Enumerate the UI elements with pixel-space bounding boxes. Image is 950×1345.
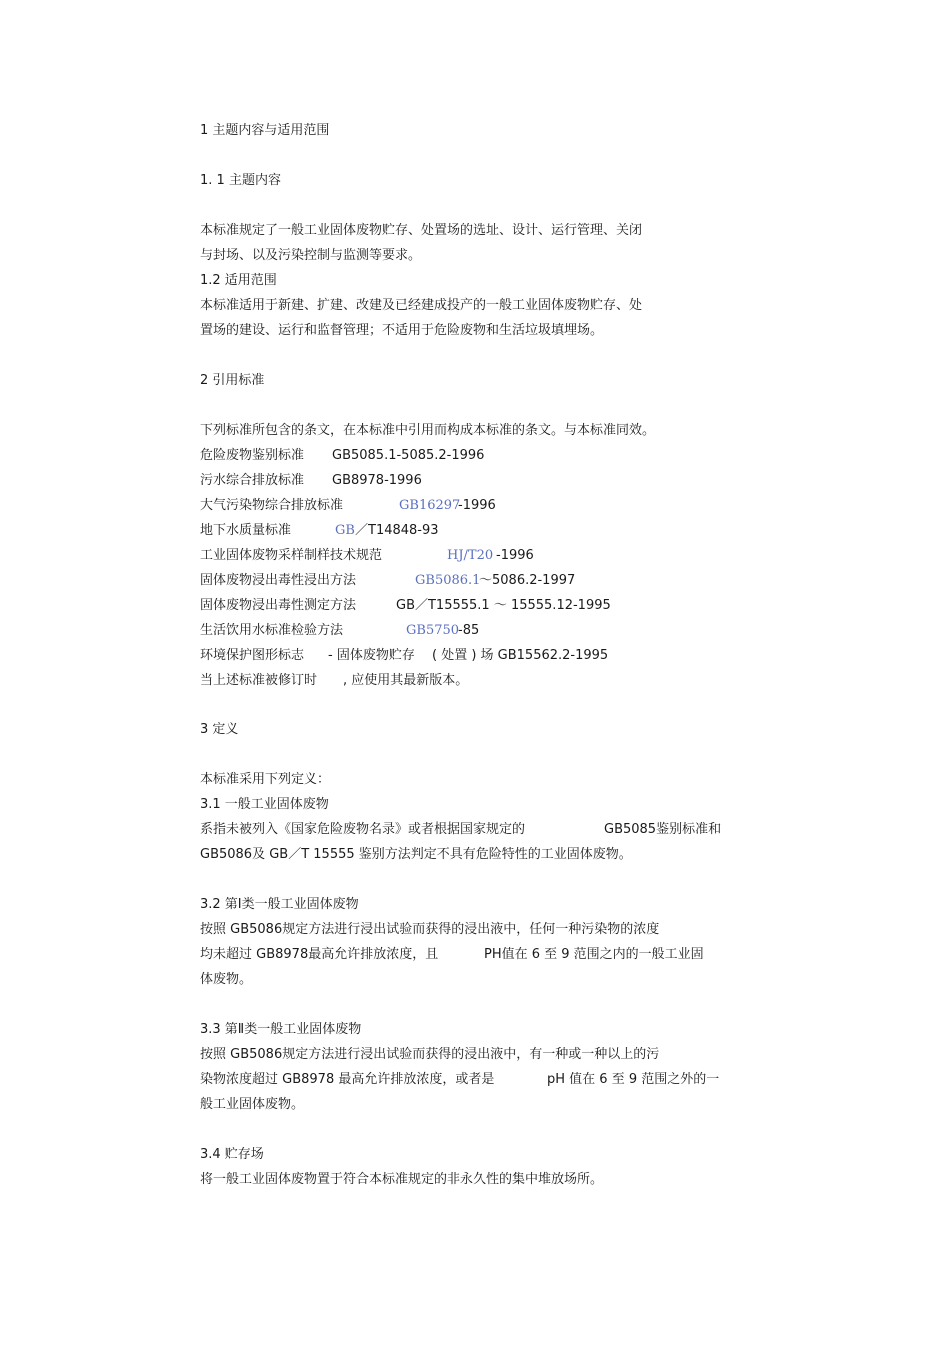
reference-code: ( 处置 ) 场 GB15562.2-1995 — [432, 648, 609, 663]
reference-name: 大气污染物综合排放标准 — [200, 498, 344, 513]
revision-note-part: 当上述标准被修订时 — [200, 673, 318, 688]
reference-name: 固体废物浸出毒性测定方法 — [200, 598, 357, 613]
definition-text: 均未超过 GB8978最高允许排放浓度，且 — [200, 947, 439, 962]
section-2-intro: 下列标准所包含的条文，在本标准中引用而构成本标准的条文。与本标准同效。 — [200, 423, 656, 438]
section-1-heading: 1 主题内容与适用范围 — [200, 123, 330, 138]
reference-name: 工业固体废物采样制样技术规范 — [200, 548, 383, 563]
definition-3-1-line: GB5086及 GB／T 15555 鉴别方法判定不具有危险特性的工业固体废物。 — [200, 847, 632, 862]
revision-note-part: , 应使用其最新版本。 — [343, 673, 469, 688]
reference-part: - 固体废物贮存 — [328, 648, 415, 663]
definition-3-1-heading: 3.1 一般工业固体废物 — [200, 797, 329, 812]
reference-code: ～5086.2-1997 — [479, 573, 576, 588]
definition-3-2-line: 按照 GB5086规定方法进行浸出试验而获得的浸出液中，任何一种污染物的浓度 — [200, 922, 660, 937]
reference-code: GB8978-1996 — [332, 473, 422, 488]
reference-name: 危险废物鉴别标准 — [200, 448, 305, 463]
reference-code-stamp: GB5086.1 — [415, 573, 481, 588]
reference-code: ／T14848-93 — [355, 523, 439, 538]
definition-3-4-heading: 3.4 贮存场 — [200, 1147, 264, 1162]
reference-code: -1996 — [496, 548, 534, 563]
definition-text: GB5085鉴别标准和 — [604, 822, 722, 837]
definition-3-3-line: 般工业固体废物。 — [200, 1097, 305, 1112]
definition-text: pH 值在 6 至 9 范围之外的一 — [547, 1072, 720, 1087]
reference-code-stamp: GB5750 — [406, 623, 460, 638]
section-1-1-body-line: 与封场、以及污染控制与监测等要求。 — [200, 248, 422, 263]
definition-3-3-line: 按照 GB5086规定方法进行浸出试验而获得的浸出液中，有一种或一种以上的污 — [200, 1047, 660, 1062]
section-3-heading: 3 定义 — [200, 722, 239, 737]
section-1-2-heading: 1.2 适用范围 — [200, 273, 277, 288]
section-1-1-heading: 1. 1 主题内容 — [200, 173, 281, 188]
reference-code: -85 — [458, 623, 480, 638]
reference-code-stamp: GB — [335, 523, 355, 538]
definition-3-2-line: 体废物。 — [200, 972, 253, 987]
reference-name: 环境保护图形标志 — [200, 648, 305, 663]
reference-name: 生活饮用水标准检验方法 — [200, 623, 344, 638]
definition-text: 染物浓度超过 GB8978 最高允许排放浓度，或者是 — [200, 1072, 495, 1087]
section-2-heading: 2 引用标准 — [200, 373, 265, 388]
section-1-2-body-line: 置场的建设、运行和监督管理；不适用于危险废物和生活垃圾填埋场。 — [200, 323, 604, 338]
definition-3-2-heading: 3.2 第Ⅰ类一般工业固体废物 — [200, 897, 359, 912]
section-1-2-body-line: 本标准适用于新建、扩建、改建及已经建成投产的一般工业固体废物贮存、处 — [200, 298, 643, 313]
definition-3-4-line: 将一般工业固体废物置于符合本标准规定的非永久性的集中堆放场所。 — [200, 1172, 604, 1187]
definition-3-3-heading: 3.3 第Ⅱ类一般工业固体废物 — [200, 1022, 362, 1037]
definition-text: PH值在 6 至 9 范围之内的一般工业固 — [484, 947, 704, 962]
reference-code-stamp: GB16297 — [399, 498, 461, 513]
reference-name: 污水综合排放标准 — [200, 473, 305, 488]
definition-text: 系指未被列入《国家危险废物名录》或者根据国家规定的 — [200, 822, 526, 837]
reference-name: 地下水质量标准 — [200, 523, 292, 538]
reference-name: 固体废物浸出毒性浸出方法 — [200, 573, 357, 588]
section-1-1-body-line: 本标准规定了一般工业固体废物贮存、处置场的选址、设计、运行管理、关闭 — [200, 223, 643, 238]
reference-code: GB5085.1-5085.2-1996 — [332, 448, 485, 463]
reference-code-stamp: HJ/T20 — [447, 548, 494, 563]
reference-code: GB／T15555.1 ～ 15555.12-1995 — [396, 598, 611, 613]
section-3-intro: 本标准采用下列定义： — [200, 772, 331, 787]
reference-code: -1996 — [458, 498, 496, 513]
